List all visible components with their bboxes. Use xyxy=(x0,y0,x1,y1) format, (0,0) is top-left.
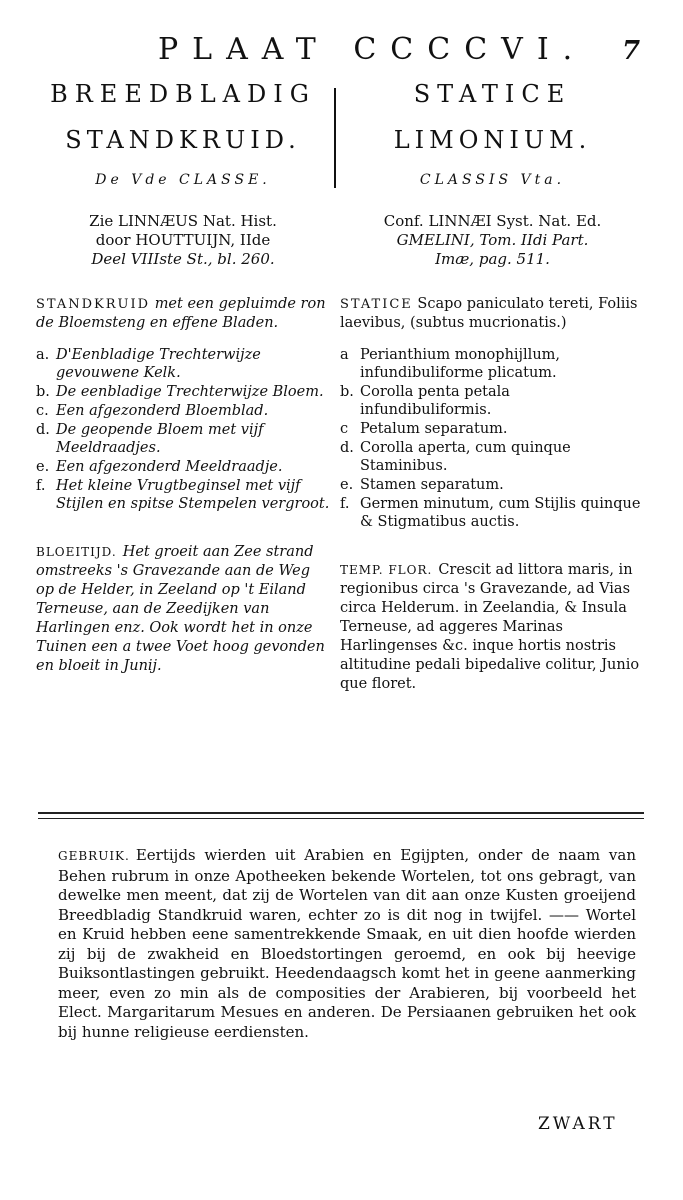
part-key: a. xyxy=(36,347,50,363)
list-item xyxy=(36,346,330,382)
list-item xyxy=(340,420,645,438)
part-key: e. xyxy=(340,477,354,493)
part-key: f. xyxy=(36,478,46,494)
part-text: Petalum separatum. xyxy=(360,421,508,437)
dutch-class: De Vde CLASSE. xyxy=(95,172,271,188)
latin-column xyxy=(340,80,645,694)
latin-ref-line3: Imæ, pag. 511. xyxy=(435,250,550,268)
latin-description xyxy=(340,295,645,332)
part-key: a xyxy=(340,347,349,363)
dutch-reference xyxy=(36,212,330,269)
list-item xyxy=(36,421,330,457)
part-text: Corolla aperta, cum quinque Staminibus. xyxy=(360,440,571,474)
dutch-title-line2: STANDKRUID. xyxy=(65,126,301,154)
latin-flowering-label: TEMP. FLOR. xyxy=(340,563,433,577)
part-key: e. xyxy=(36,459,50,475)
dutch-description xyxy=(36,295,330,332)
part-text: Germen minutum, cum Stijlis quinque & Stigmatibus auctis. xyxy=(360,496,641,530)
part-key: c xyxy=(340,421,349,437)
list-item xyxy=(36,477,330,513)
part-text: D'Eenbladige Trechterwijze gevouwene Kelk. xyxy=(56,347,261,381)
part-key: d. xyxy=(36,422,50,438)
latin-class: CLASSIS Vta. xyxy=(419,172,566,188)
list-item xyxy=(340,476,645,494)
usage-paragraph xyxy=(58,846,636,1042)
plate-heading: PLAAT CCCCVI. xyxy=(158,32,587,67)
latin-ref-line1: Conf. LINNÆI Syst. Nat. Ed. xyxy=(383,212,602,230)
dutch-flowering-text: Het groeit aan Zee strand omstreeks 's Gravezande aan de Weg op de Helder, in Zeeland op 't Eiland Terneuse, aan de Zeedijken van Harlingen enz. Ook wordt het in onze Tuinen een a twee Voet hoog gevonden en bloeit in Junij. xyxy=(36,544,325,674)
dutch-description-text: met een gepluimde ron de Bloemsteng en effene Bladen. xyxy=(36,296,326,331)
part-text: Het kleine Vrugtbeginsel met vijf Stijlen en spitse Stempelen vergroot. xyxy=(56,478,330,512)
list-item xyxy=(340,383,645,419)
list-item xyxy=(36,458,330,476)
catchword: ZWART xyxy=(538,1114,618,1134)
latin-title-line2: LIMONIUM. xyxy=(393,126,592,154)
list-item xyxy=(340,439,645,475)
latin-ref-line2: GMELINI, Tom. IIdi Part. xyxy=(396,231,589,249)
section-rules xyxy=(38,812,644,823)
latin-description-label: STATICE xyxy=(340,297,413,312)
list-item xyxy=(340,495,645,531)
part-text: De eenbladige Trechterwijze Bloem. xyxy=(56,384,324,400)
part-key: c. xyxy=(36,403,49,419)
part-key: b. xyxy=(340,384,354,400)
latin-flowering xyxy=(340,561,645,694)
dutch-ref-line1: Zie LINNÆUS Nat. Hist. xyxy=(89,212,277,230)
latin-description-text: Scapo paniculato tereti, Foliis laevibus, (subtus mucrionatis.) xyxy=(340,296,638,331)
usage-text: Eertijds wierden uit Arabien en Egijpten, onder de naam van Behen rubrum in onze Apotheeken bekende Wortelen, tot ons gebragt, van dewelke men meent, dat zij de Wortelen van dit aan onze Kusten groeijend Breedbladig Standkruid waren, echter zo is dit nog in twijfel. —— Wortel en Kruid hebben eene samentrekkende Smaak, en uit dien hoofde wierden zij bij de zwakheid en Bloedstortingen geroemd, en ook bij heevige Buiksontlastingen gebruikt. Heedendaagsch komt het in geene aanmerking meer, even zo min als de composities der Arabieren, bij voorbeeld het Elect. Margaritarum Mesues en anderen. De Persiaanen gebruiken het ook bij hunne religieuse eerdiensten. xyxy=(58,846,636,1041)
latin-flowering-text: Crescit ad littora maris, in regionibus circa 's Gravezande, ad Vias circa Helderum. in Zeelandia, & Insula Terneuse, ad aggeres Marinas Harlingenses &c. inque hortis nostris altitudine pedali bipedalive colitur, Junio que floret. xyxy=(340,562,640,692)
list-item xyxy=(36,383,330,401)
divider-rule xyxy=(38,812,644,814)
part-key: f. xyxy=(340,496,350,512)
part-text: Perianthium monophijllum, infundibuliforme plicatum. xyxy=(360,347,561,381)
dutch-ref-line2: door HOUTTUIJN, IIde xyxy=(95,231,271,249)
usage-label: GEBRUIK. xyxy=(58,849,130,863)
dutch-parts-list xyxy=(36,346,330,513)
dutch-column xyxy=(36,80,330,676)
page-number: 7 xyxy=(622,36,641,66)
dutch-description-label: STANDKRUID xyxy=(36,297,151,312)
dutch-ref-line3: Deel VIIIste St., bl. 260. xyxy=(91,250,275,268)
latin-title-line1: STATICE xyxy=(413,80,572,108)
latin-parts-list xyxy=(340,346,645,531)
list-item xyxy=(340,346,645,382)
part-text: Corolla penta petala infundibuliformis. xyxy=(360,384,510,418)
part-text: Stamen separatum. xyxy=(360,477,504,493)
part-text: Een afgezonderd Bloemblad. xyxy=(56,403,269,419)
part-key: d. xyxy=(340,440,354,456)
part-text: De geopende Bloem met vijf Meeldraadjes. xyxy=(56,422,264,456)
column-divider xyxy=(334,88,336,188)
latin-reference xyxy=(340,212,645,269)
dutch-title-line1: BREEDBLADIG xyxy=(50,80,316,108)
part-text: Een afgezonderd Meeldraadje. xyxy=(56,459,283,475)
divider-rule xyxy=(38,818,644,819)
dutch-flowering-label: BLOEITIJD. xyxy=(36,545,117,559)
list-item xyxy=(36,402,330,420)
dutch-flowering xyxy=(36,543,330,676)
part-key: b. xyxy=(36,384,50,400)
